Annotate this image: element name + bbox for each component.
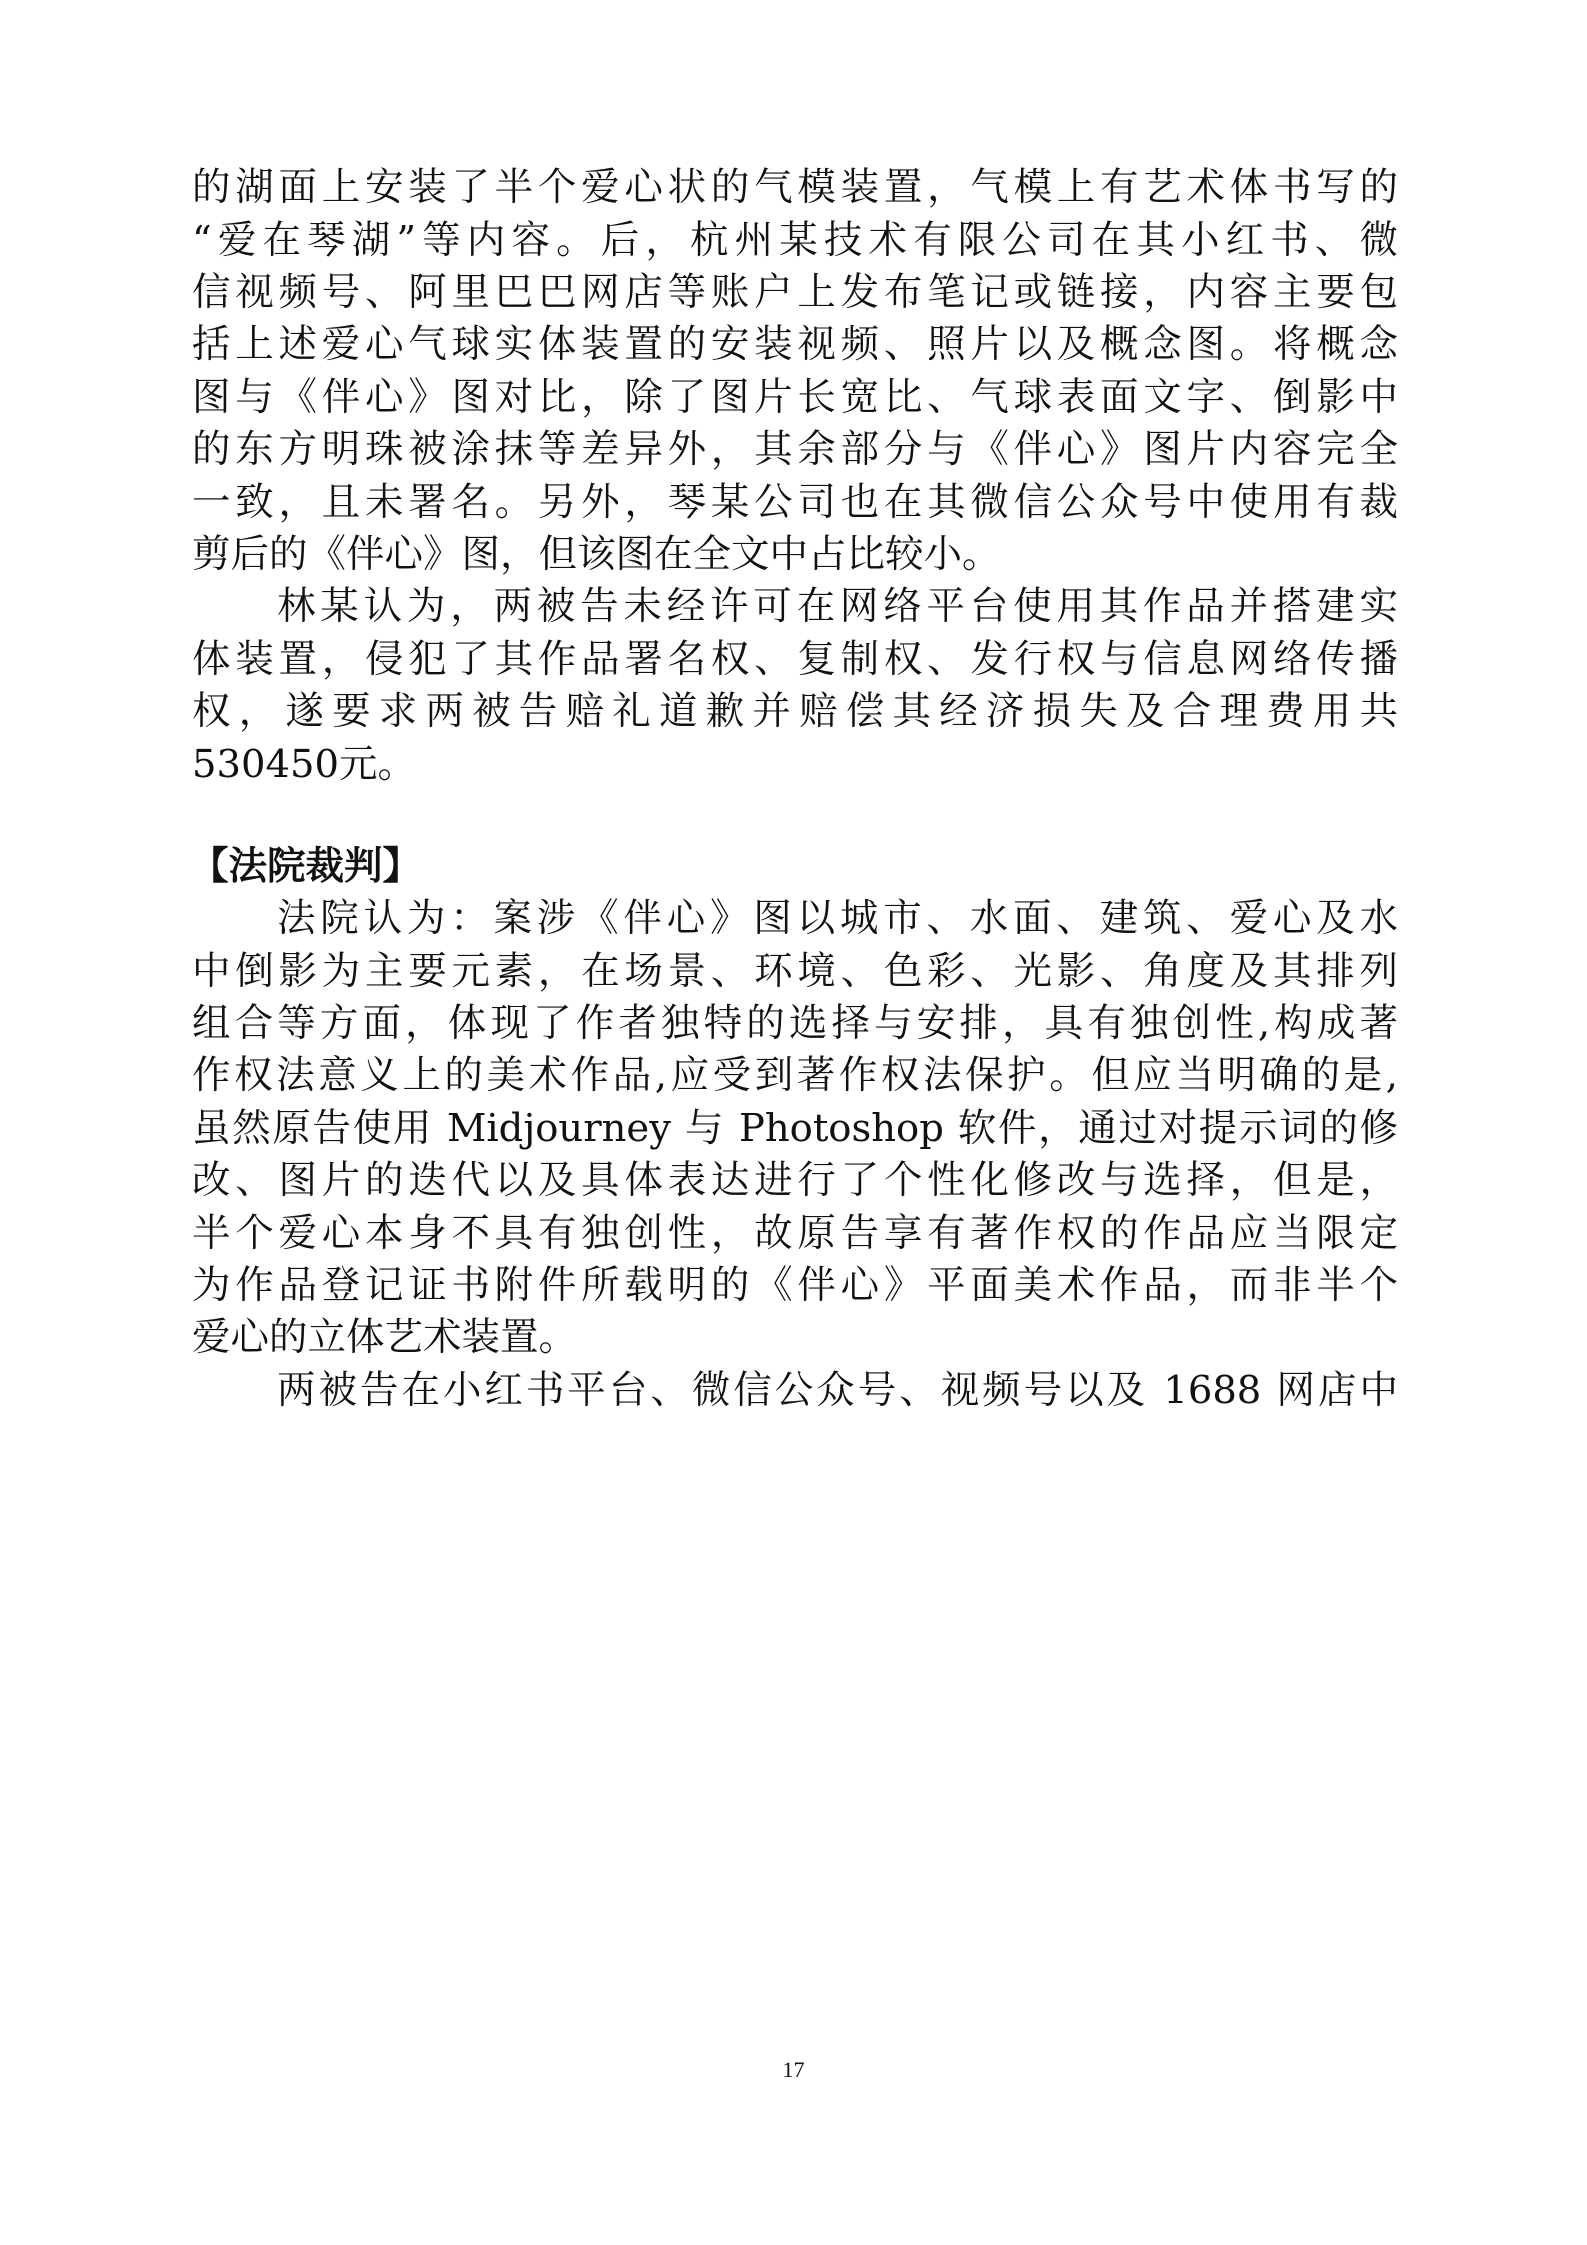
text-line: 为作品登记证书附件所载明的《伴心》平面美术作品，而非半个 xyxy=(192,1263,1398,1308)
text-line: 530450元。 xyxy=(192,742,416,787)
text-line: 改、图片的迭代以及具体表达进行了个性化修改与选择，但是， xyxy=(192,1158,1398,1203)
text-line: 林某认为，两被告未经许可在网络平台使用其作品并搭建实 xyxy=(277,584,1398,629)
text-line: 两被告在小红书平台、微信公众号、视频号以及 1688 网店中 xyxy=(277,1368,1398,1413)
text-line: 图与《伴心》图对比，除了图片长宽比、气球表面文字、倒影中 xyxy=(192,375,1398,420)
section-heading: 【法院裁判】 xyxy=(190,844,422,889)
text-line: 爱心的立体艺术装置。 xyxy=(192,1315,578,1360)
text-line: 半个爱心本身不具有独创性，故原告享有著作权的作品应当限定 xyxy=(192,1211,1398,1256)
text-line: 信视频号、阿里巴巴网店等账户上发布笔记或链接，内容主要包 xyxy=(192,270,1398,315)
text-line: 体装置，侵犯了其作品署名权、复制权、发行权与信息网络传播 xyxy=(192,637,1398,682)
text-line: 的湖面上安装了半个爱心状的气模装置，气模上有艺术体书写的 xyxy=(192,165,1398,210)
text-line: 括上述爱心气球实体装置的安装视频、照片以及概念图。将概念 xyxy=(192,322,1398,367)
text-line: 的东方明珠被涂抹等差异外，其余部分与《伴心》图片内容完全 xyxy=(192,427,1398,472)
text-line: 中倒影为主要元素，在场景、环境、色彩、光影、角度及其排列 xyxy=(192,949,1398,994)
text-line: 虽然原告使用 Midjourney 与 Photoshop 软件，通过对提示词的修 xyxy=(192,1106,1398,1151)
text-line: 一致，且未署名。另外，琴某公司也在其微信公众号中使用有裁 xyxy=(192,480,1398,525)
text-line: “爱在琴湖”等内容。后，杭州某技术有限公司在其小红书、微 xyxy=(192,218,1398,263)
page-number: 17 xyxy=(782,2057,805,2082)
text-line: 作权法意义上的美术作品,应受到著作权法保护。但应当明确的是, xyxy=(192,1053,1398,1098)
text-line: 权，遂要求两被告赔礼道歉并赔偿其经济损失及合理费用共 xyxy=(192,689,1398,734)
text-line: 组合等方面，体现了作者独特的选择与安排，具有独创性,构成著 xyxy=(192,1001,1398,1046)
text-line: 法院认为：案涉《伴心》图以城市、水面、建筑、爱心及水 xyxy=(277,896,1398,941)
text-line: 剪后的《伴心》图，但该图在全文中占比较小。 xyxy=(192,532,1001,577)
